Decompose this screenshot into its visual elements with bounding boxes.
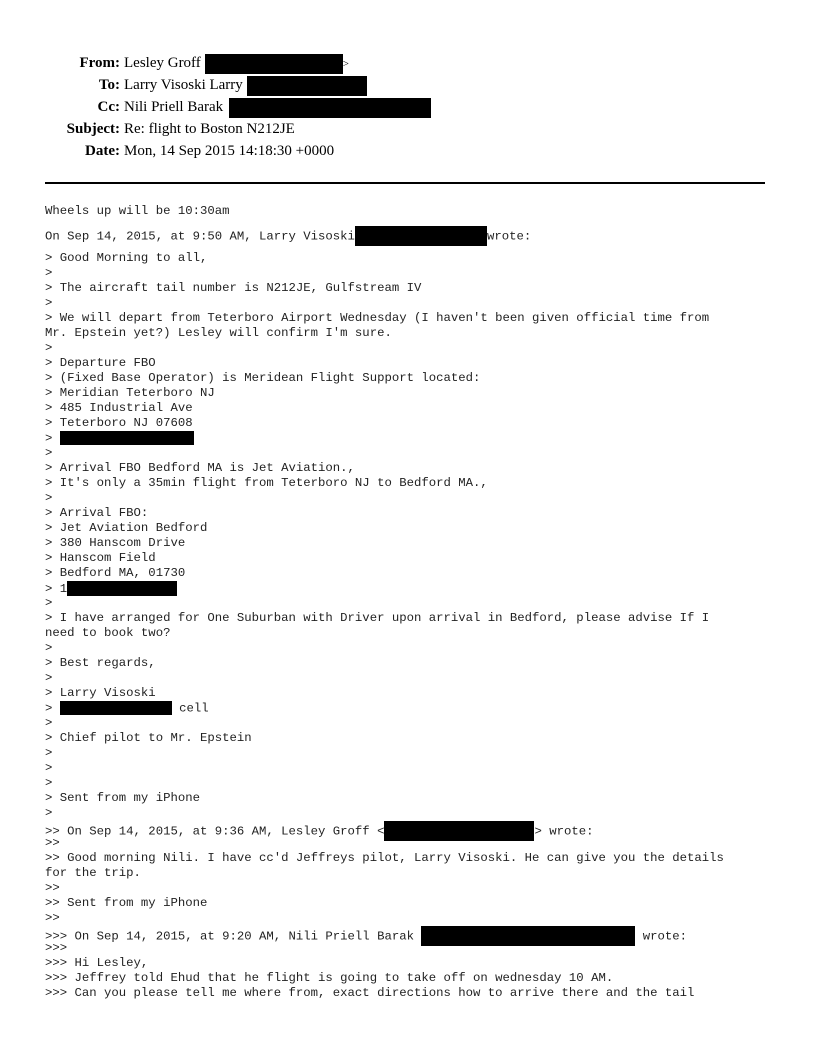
body-line: >>: [45, 911, 60, 925]
body-line: >: [45, 776, 53, 790]
body-line: >: [45, 641, 53, 655]
body-line: >: [45, 806, 53, 820]
body-line: > Jet Aviation Bedford: [45, 521, 208, 535]
body-line: >: [45, 296, 53, 310]
quote-intro-tail: wrote:: [486, 229, 532, 244]
body-line: > Departure FBO: [45, 356, 156, 370]
quote-intro-tail: > wrote:: [534, 824, 594, 839]
body-line: >: [45, 671, 53, 685]
body-line: > Meridian Teterboro NJ: [45, 386, 215, 400]
body-line: > 380 Hanscom Drive: [45, 536, 186, 550]
body-line: >: [45, 491, 53, 505]
body-line: [45, 431, 770, 446]
body-line: > Best regards,: [45, 656, 156, 670]
body-line: [45, 226, 770, 244]
redaction-block: [247, 76, 367, 96]
body-line: >: [45, 596, 53, 610]
header-divider: [45, 182, 765, 184]
body-line: >>: [45, 836, 60, 850]
subject-label: Subject:: [66, 121, 120, 137]
quote-intro: On Sep 14, 2015, at 9:50 AM, Larry Visoski: [45, 229, 355, 244]
body-line: >> Sent from my iPhone: [45, 896, 208, 910]
body-line: need to book two?: [45, 626, 171, 640]
body-line: > Bedford MA, 01730: [45, 566, 186, 580]
body-line: [45, 821, 770, 839]
date-label: Date:: [85, 143, 120, 159]
redaction-block: [205, 54, 343, 74]
body-line: >: [45, 746, 53, 760]
body-line: > Arrival FBO:: [45, 506, 149, 520]
body-line: Mr. Epstein yet?) Lesley will confirm I'm sure.: [45, 326, 392, 340]
to-value: Larry Visoski Larry: [124, 77, 243, 93]
quote-marker: >: [45, 701, 60, 716]
cell-label: cell: [171, 701, 209, 716]
quote-intro-tail: wrote:: [635, 929, 688, 944]
redaction-block: [421, 926, 635, 946]
body-line: >: [45, 341, 53, 355]
body-line: >>>: [45, 941, 68, 955]
body-line: > Larry Visoski: [45, 686, 156, 700]
redaction-block: [229, 98, 431, 118]
body-line: for the trip.: [45, 866, 141, 880]
cc-label: Cc:: [97, 99, 120, 115]
date-value: Mon, 14 Sep 2015 14:18:30 +0000: [124, 143, 335, 159]
quote-intro: >>> On Sep 14, 2015, at 9:20 AM, Nili Priell Barak: [45, 929, 422, 944]
redaction-block: [67, 581, 177, 596]
redaction-block: [60, 701, 172, 715]
cc-value: Nili Priell Barak: [124, 99, 224, 115]
from-label: From:: [79, 55, 120, 71]
phone-prefix: > 1: [45, 581, 68, 596]
body-line: > It's only a 35min flight from Teterboro NJ to Bedford MA.,: [45, 476, 488, 490]
body-line: >>> Jeffrey told Ehud that he flight is going to take off on wednesday 10 AM.: [45, 971, 614, 985]
body-line: > Sent from my iPhone: [45, 791, 200, 805]
body-line: > We will depart from Teterboro Airport Wednesday (I haven't been given official time from: [45, 311, 710, 325]
body-line: Wheels up will be 10:30am: [45, 204, 230, 218]
redaction-block: [60, 431, 194, 445]
subject-value: Re: flight to Boston N212JE: [124, 121, 295, 137]
body-line: > (Fixed Base Operator) is Meridean Flight Support located:: [45, 371, 481, 385]
body-line: > Good Morning to all,: [45, 251, 208, 265]
body-line: > Hanscom Field: [45, 551, 156, 565]
email-body: [45, 204, 770, 1001]
body-line: >>> Can you please tell me where from, exact directions how to arrive there and the tail: [45, 986, 695, 1000]
body-line: > Teterboro NJ 07608: [45, 416, 193, 430]
body-line: [45, 701, 770, 716]
from-value: Lesley Groff: [124, 55, 201, 71]
redaction-block: [355, 226, 487, 246]
body-line: >>> Hi Lesley,: [45, 956, 149, 970]
body-line: >> Good morning Nili. I have cc'd Jeffreys pilot, Larry Visoski. He can give you the details: [45, 851, 724, 865]
body-line: > 485 Industrial Ave: [45, 401, 193, 415]
quote-intro: >> On Sep 14, 2015, at 9:36 AM, Lesley Groff <: [45, 824, 385, 839]
quote-marker: >: [45, 431, 60, 446]
body-line: > I have arranged for One Suburban with Driver upon arrival in Bedford, please advise If I: [45, 611, 710, 625]
body-line: [45, 926, 770, 944]
body-line: > The aircraft tail number is N212JE, Gulfstream IV: [45, 281, 422, 295]
to-label: To:: [98, 77, 120, 93]
from-tail: >: [342, 58, 349, 70]
body-line: [45, 581, 770, 596]
body-line: >: [45, 446, 53, 460]
body-line: > Chief pilot to Mr. Epstein: [45, 731, 252, 745]
body-line: >: [45, 716, 53, 730]
redaction-block: [384, 821, 534, 841]
body-line: >: [45, 761, 53, 775]
body-line: > Arrival FBO Bedford MA is Jet Aviation.,: [45, 461, 355, 475]
body-line: >>: [45, 881, 60, 895]
body-line: >: [45, 266, 53, 280]
